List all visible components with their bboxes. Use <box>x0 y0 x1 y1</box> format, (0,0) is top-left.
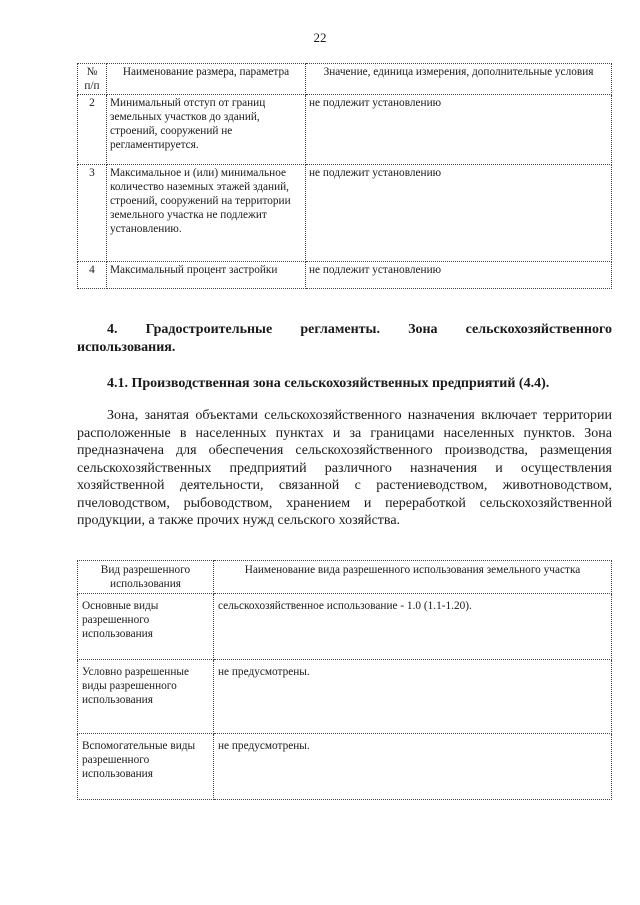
table-row <box>78 95 612 165</box>
table-header-row <box>78 561 612 594</box>
zone-description-paragraph: Зона, занятая объектами сельскохозяйственного назначения включает территории расположенные в населенных пунктах и за границами населенных пунктов. Зона предназначена для обеспечения сельскохозяйственного производства, размещения сельскохозяйственных предприятий различного назначения и осуществления хозяйственной деятельности, связанной с растениеводством, животноводством, пчеловодством, рыбоводством, хранением и переработкой сельскохозяйственной продукции, а также прочих нужд сельского хозяйства. <box>77 408 612 528</box>
parameter-name: Максимальный процент застройки <box>107 262 306 289</box>
header-parameter-name: Наименование размера, параметра <box>107 64 306 95</box>
header-use-name: Наименование вида разрешенного использования земельного участка <box>214 561 612 594</box>
use-value: не предусмотрены. <box>214 734 612 800</box>
section-heading <box>77 321 612 357</box>
table-row <box>78 734 612 800</box>
header-num: № п/п <box>78 64 107 95</box>
row-number: 2 <box>78 95 107 165</box>
parameter-value: не подлежит установлению <box>306 262 612 289</box>
parameter-name: Максимальное и (или) минимальное количество наземных этажей зданий, строений, сооружений на территории земельного участка не подлежит установлению. <box>107 165 306 262</box>
row-number: 4 <box>78 262 107 289</box>
use-value: сельскохозяйственное использование - 1.0 (1.1-1.20). <box>214 594 612 660</box>
subsection-heading: 4.1. Производственная зона сельскохозяйственных предприятий (4.4). <box>107 376 550 391</box>
use-kind: Основные виды разрешенного использования <box>78 594 214 660</box>
use-value: не предусмотрены. <box>214 660 612 734</box>
permitted-use-table <box>77 560 612 800</box>
size-parameters-table <box>77 63 612 289</box>
page-number: 22 <box>313 30 327 45</box>
use-kind: Вспомогательные виды разрешенного использования <box>78 734 214 800</box>
header-value: Значение, единица измерения, дополнительные условия <box>306 64 612 95</box>
parameter-value: не подлежит установлению <box>306 95 612 165</box>
row-number: 3 <box>78 165 107 262</box>
table-row <box>78 594 612 660</box>
parameter-value: не подлежит установлению <box>306 165 612 262</box>
parameter-name: Минимальный отступ от границ земельных участков до зданий, строений, сооружений не регламентируется. <box>107 95 306 165</box>
table-header-row <box>78 64 612 95</box>
section-heading-text: 4. Градостроительные регламенты. Зона сельскохозяйственного использования. <box>77 322 612 355</box>
table-row <box>78 660 612 734</box>
header-use-kind: Вид разрешенного использования <box>78 561 214 594</box>
table-row <box>78 262 612 289</box>
table-row <box>78 165 612 262</box>
use-kind: Условно разрешенные виды разрешенного использования <box>78 660 214 734</box>
